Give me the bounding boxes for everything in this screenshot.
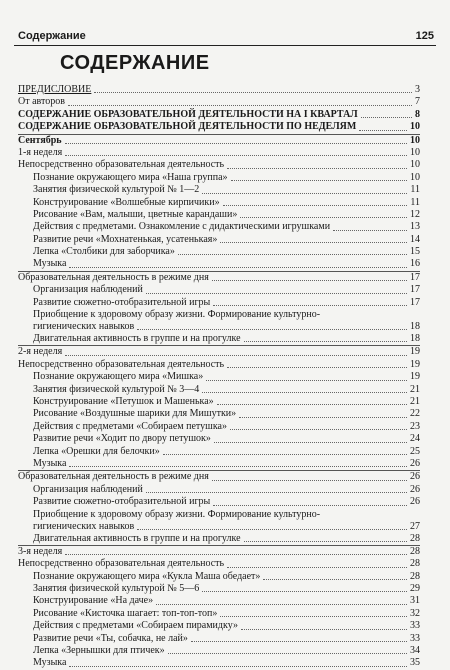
toc-entry-title: ПРЕДИСЛОВИЕ [18,84,92,95]
toc-entry[interactable] [18,571,420,583]
toc-entry-page: 7 [415,96,420,108]
toc-entry-title: Развитие сюжетно-отобразительной игры [33,496,211,508]
toc-entry-page: 8 [415,108,420,120]
toc-leader-dots [227,367,407,368]
toc-entry-title: 2-я неделя [18,346,63,358]
toc-entry[interactable] [18,184,420,196]
toc-entry-title: Непосредственно образовательная деятельность [18,558,225,570]
toc-leader-dots [227,168,407,169]
toc-entry-page: 17 [410,271,420,283]
toc-entry[interactable] [18,209,420,221]
toc-entry-title: Организация наблюдений [33,483,143,495]
toc-entry-page: 18 [410,321,420,333]
toc-entry-title: Рисование «Кисточка шагает: топ-топ-топ» [33,607,218,619]
toc-leader-dots [137,529,407,530]
toc-entry-title: Лепка «Орешки для белочки» [33,445,160,457]
toc-entry[interactable] [18,533,420,545]
toc-entry-page: 13 [410,221,420,233]
toc-entry-page: 26 [410,471,420,483]
running-header [14,30,436,48]
toc-entry-page: 32 [410,607,420,619]
toc-entry-title: Действия с предметами «Собираем петушка» [33,420,227,432]
toc-entry-page: 28 [410,570,420,582]
toc-entry-title: Развитие речи «Мохнатенькая, усатенькая» [33,233,218,245]
toc-entry-page: 10 [410,159,420,171]
toc-entry-title: Двигательная активность в группе и на прогулке [33,333,241,345]
toc-entry[interactable] [18,509,420,533]
toc-entry[interactable] [18,159,420,171]
toc-entry[interactable] [18,396,420,408]
toc-entry-title: Конструирование «Волшебные кирпичики» [33,196,220,208]
toc-entry-title: Развитие речи «Ходит по двору петушок» [33,433,211,445]
toc-entry[interactable] [18,96,420,108]
toc-entry-page: 11 [410,196,420,208]
running-header-section: Содержание [18,30,86,42]
toc-entry[interactable] [18,471,420,483]
toc-entry-page: 14 [410,233,420,245]
toc-entry-page: 21 [410,383,420,395]
toc-entry-title: Развитие речи «Ты, собачка, не лай» [33,632,188,644]
toc-entry-page: 23 [410,420,420,432]
toc-leader-dots [137,329,407,330]
toc-leader-dots [220,616,407,617]
toc-entry[interactable] [18,421,420,433]
toc-leader-dots [65,143,407,144]
toc-entry[interactable] [18,246,420,258]
toc-leader-dots [146,293,407,294]
toc-entry-title: Двигательная активность в группе и на прогулке [33,532,241,544]
toc-leader-dots [263,579,407,580]
toc-entry-title: СОДЕРЖАНИЕ ОБРАЗОВАТЕЛЬНОЙ ДЕЯТЕЛЬНОСТИ НА I КВАРТАЛ [18,108,358,120]
toc-leader-dots [191,641,407,642]
toc-entry-title: Образовательная деятельность в режиме дня [18,271,209,283]
toc-leader-dots [206,380,407,381]
toc-entry[interactable] [18,109,420,121]
toc-entry-title: Приобщение к здоровому образу жизни. Формирование культурно-гигиенических навыков [33,309,321,333]
toc-entry-title: Непосредственно образовательная деятельность [18,358,225,370]
toc-entry-page: 19 [410,346,420,358]
toc-leader-dots [146,492,407,493]
toc-entry-page: 33 [410,632,420,644]
toc-entry[interactable] [18,272,420,284]
toc-leader-dots [202,591,407,592]
toc-entry-page: 10 [410,121,420,133]
toc-entry-page: 10 [410,146,420,158]
toc-leader-dots [212,480,407,481]
toc-entry-page: 10 [410,171,420,183]
toc-leader-dots [69,666,407,667]
toc-entry[interactable] [18,258,420,270]
toc-leader-dots [241,629,407,630]
toc-entry[interactable] [18,408,420,420]
toc-leader-dots [239,417,407,418]
toc-entry[interactable] [18,633,420,645]
toc-entry-page: 26 [410,483,420,495]
toc-entry[interactable] [18,147,420,159]
toc-leader-dots [69,267,407,268]
toc-entry[interactable] [18,346,420,358]
toc-leader-dots [213,505,407,506]
toc-entry-page: 29 [410,583,420,595]
toc-entry[interactable] [18,496,420,508]
toc-entry-page: 27 [410,520,420,532]
toc-leader-dots [94,92,412,93]
toc-entry-page: 18 [410,333,420,345]
toc-leader-dots [212,280,407,281]
toc-entry-page: 24 [410,433,420,445]
toc-leader-dots [178,254,407,255]
toc-entry-page: 25 [410,445,420,457]
toc-leader-dots [240,217,407,218]
toc-entry[interactable] [18,608,420,620]
toc-entry[interactable] [18,84,420,96]
toc-entry[interactable] [18,583,420,595]
toc-entry[interactable] [18,433,420,445]
toc-entry-title: Занятия физической культурой № 3—4 [33,383,200,395]
toc-entry[interactable] [18,121,420,133]
toc-entry[interactable] [18,333,420,345]
toc-entry-page: 33 [410,620,420,632]
toc-entry[interactable] [18,595,420,607]
toc-leader-dots [202,392,407,393]
toc-entry[interactable] [18,645,420,657]
toc-entry-title: Занятия физической культурой № 1—2 [33,184,200,196]
toc-leader-dots [156,604,407,605]
toc-entry-title: Действия с предметами. Ознакомление с дидактическими игрушками [33,221,331,233]
toc-entry-title: Занятия физической культурой № 5—6 [33,583,200,595]
toc-entry-title: Лепка «Зернышки для птичек» [33,645,165,657]
toc-entry-title: 3-я неделя [18,545,63,557]
toc-leader-dots [227,567,407,568]
table-of-contents [18,84,420,670]
toc-entry-page: 26 [410,496,420,508]
toc-leader-dots [223,205,407,206]
toc-entry-title: Приобщение к здоровому образу жизни. Формирование культурно-гигиенических навыков [33,508,321,532]
toc-leader-dots [65,355,407,356]
toc-entry-title: Рисование «Воздушные шарики для Мишутки» [33,408,237,420]
toc-entry[interactable] [18,234,420,246]
toc-leader-dots [220,242,407,243]
toc-entry-title: Познание окружающего мира «Мишка» [33,371,204,383]
toc-entry[interactable] [18,172,420,184]
toc-entry-page: 10 [410,134,420,146]
toc-entry-page: 11 [410,184,420,196]
toc-leader-dots [244,341,407,342]
toc-leader-dots [359,130,407,131]
toc-entry-title: 1-я неделя [18,146,63,158]
toc-entry-title: Познание окружающего мира «Наша группа» [33,171,228,183]
toc-entry-page: 26 [410,457,420,469]
toc-entry-page: 15 [410,246,420,258]
toc-entry-page: 16 [410,258,420,270]
toc-leader-dots [217,404,407,405]
toc-entry-title: СОДЕРЖАНИЕ ОБРАЗОВАТЕЛЬНОЙ ДЕЯТЕЛЬНОСТИ ПО НЕДЕЛЯМ [18,121,357,133]
toc-leader-dots [244,541,407,542]
toc-entry-title: Рисование «Вам, малыши, цветные карандаши» [33,208,238,220]
toc-entry-page: 17 [410,296,420,308]
toc-entry-title: Конструирование «На даче» [33,595,154,607]
toc-entry[interactable] [18,558,420,570]
toc-entry-page: 28 [410,545,420,557]
toc-entry[interactable] [18,284,420,296]
toc-entry-page: 28 [410,558,420,570]
toc-leader-dots [163,454,407,455]
toc-entry-title: От авторов [18,96,65,108]
toc-leader-dots [65,554,407,555]
toc-entry-title: Музыка [33,258,67,270]
toc-entry[interactable] [18,458,420,470]
toc-entry-page: 35 [410,657,420,669]
toc-entry-title: Музыка [33,657,67,669]
page-number: 125 [415,30,434,42]
toc-entry[interactable] [18,657,420,669]
toc-entry-page: 31 [410,595,420,607]
toc-entry-page: 28 [410,532,420,544]
toc-entry-page: 22 [410,408,420,420]
toc-entry[interactable] [18,221,420,233]
toc-entry-page: 34 [410,645,420,657]
toc-leader-dots [202,193,407,194]
toc-entry[interactable] [18,484,420,496]
toc-leader-dots [69,466,407,467]
toc-entry-title: Музыка [33,457,67,469]
page-title: СОДЕРЖАНИЕ [60,52,210,74]
toc-entry[interactable] [18,384,420,396]
toc-entry-page: 21 [410,395,420,407]
toc-entry[interactable] [18,135,420,147]
toc-entry-title: Действия с предметами «Собираем пирамидку» [33,620,238,632]
toc-leader-dots [65,155,407,156]
toc-leader-dots [213,305,407,306]
toc-entry[interactable] [18,446,420,458]
toc-entry[interactable] [18,297,420,309]
toc-entry-page: 3 [415,84,420,95]
toc-leader-dots [333,230,407,231]
toc-entry[interactable] [18,546,420,558]
toc-entry[interactable] [18,359,420,371]
toc-entry-title: Познание окружающего мира «Кукла Маша обедает» [33,570,261,582]
toc-entry[interactable] [18,309,420,333]
toc-leader-dots [68,105,412,106]
toc-entry-page: 17 [410,284,420,296]
toc-entry-title: Непосредственно образовательная деятельность [18,159,225,171]
toc-leader-dots [361,117,412,118]
toc-entry-page: 12 [410,208,420,220]
toc-leader-dots [214,442,407,443]
toc-entry[interactable] [18,197,420,209]
toc-entry-title: Сентябрь [18,134,62,146]
toc-entry-title: Конструирование «Петушок и Машенька» [33,395,214,407]
toc-entry-title: Развитие сюжетно-отобразительной игры [33,296,211,308]
toc-entry[interactable] [18,620,420,632]
toc-entry-page: 19 [410,371,420,383]
toc-entry-page: 19 [410,358,420,370]
toc-entry-title: Лепка «Столбики для заборчика» [33,246,175,258]
toc-entry-title: Образовательная деятельность в режиме дня [18,471,209,483]
toc-entry[interactable] [18,371,420,383]
toc-leader-dots [231,180,407,181]
toc-leader-dots [230,429,407,430]
header-rule [14,45,436,46]
toc-entry-title: Организация наблюдений [33,284,143,296]
